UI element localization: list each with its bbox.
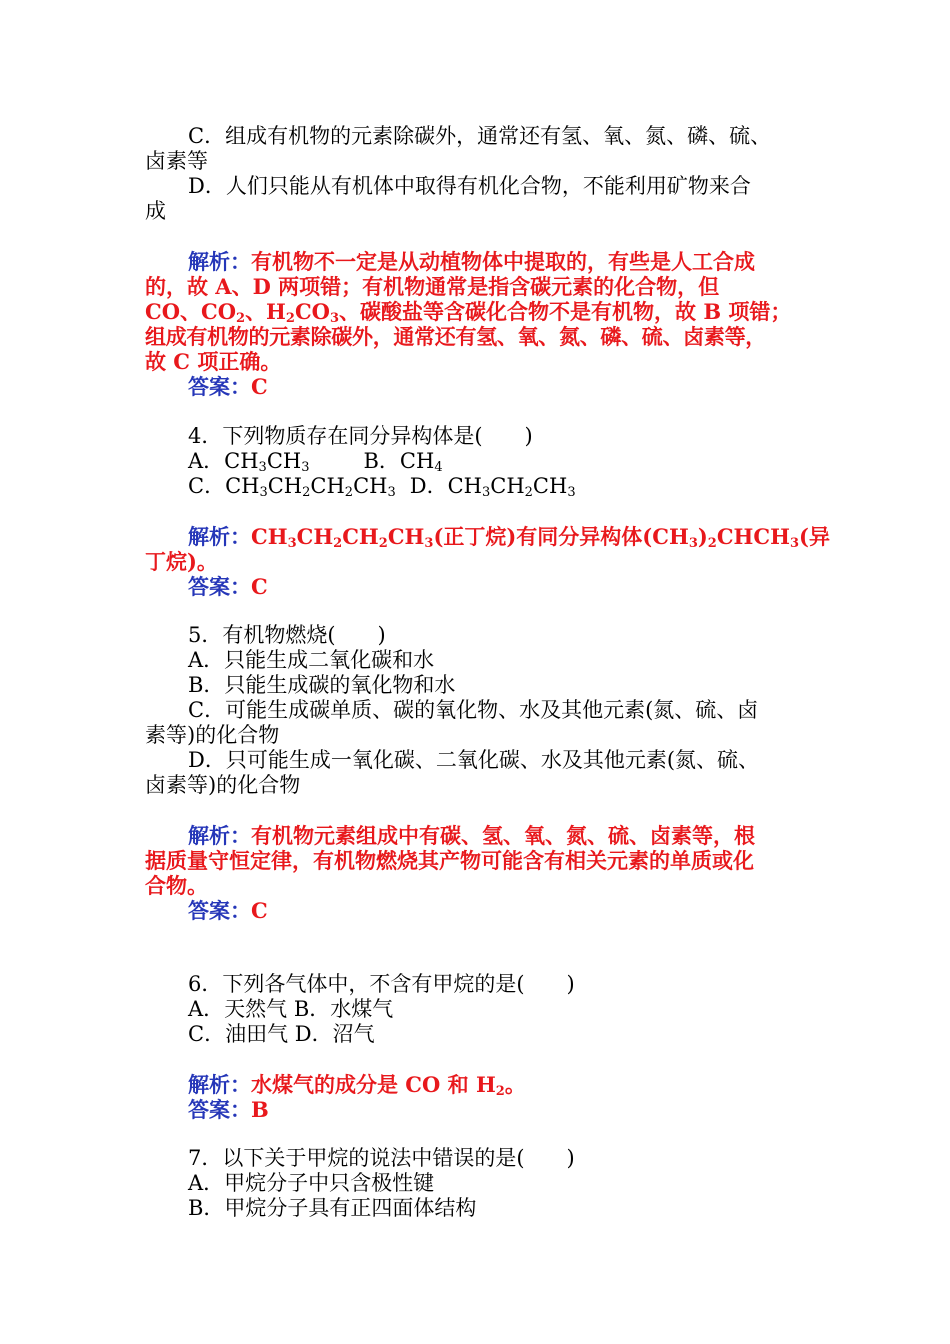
q5-option-d-line1: D．只可能生成一氧化碳、二氧化碳、水及其他元素(氮、硫、 <box>188 748 760 772</box>
q6-options-cd: C．油田气 D．沼气 <box>188 1022 375 1046</box>
q4-stem: 4．下列物质存在同分异构体是( ) <box>188 424 533 448</box>
analysis-label: 解析： <box>188 249 251 274</box>
q3-analysis-line2: 的，故 A、D 两项错；有机物通常是指含碳元素的化合物，但 <box>145 274 720 299</box>
q7-option-b: B．甲烷分子具有正四面体结构 <box>188 1196 477 1220</box>
q4-options-cd: C．$CH_3CH_2CH_2CH_3$ D．$CH_3CH_2CH_3$ <box>188 474 576 500</box>
q3-option-c-line1: C．组成有机物的元素除碳外，通常还有氢、氧、氮、磷、硫、 <box>188 124 772 148</box>
q3-analysis-line5: 故 C 项正确。 <box>145 349 282 374</box>
q3-analysis-line3: CO、$CO_2$、$H_2CO_3$、碳酸盐等含碳化合物不是有机物，故 B 项错； <box>145 299 792 326</box>
q7-option-a: A．甲烷分子中只含极性键 <box>188 1171 435 1195</box>
q5-stem: 5．有机物燃烧( ) <box>188 623 386 647</box>
q5-answer: 答案：C <box>188 898 268 923</box>
q4-options-ab: A．$CH_3CH_3$ B．$CH_4$ <box>188 449 443 475</box>
q4-answer: 答案：C <box>188 574 268 599</box>
q6-analysis: 解析：水煤气的成分是 CO 和 $H_2$。 <box>188 1072 526 1099</box>
q3-option-c-line2: 卤素等 <box>145 149 208 173</box>
q4-analysis-line1: 解析：$CH_3CH_2CH_2CH_3$(正丁烷)有同分异构体$(CH_3)_2CHCH_3$(异 <box>188 524 830 551</box>
analysis-label: 解析： <box>188 524 251 549</box>
analysis-label: 解析： <box>188 1072 251 1097</box>
q6-answer: 答案：B <box>188 1097 269 1122</box>
q6-options-ab: A．天然气 B．水煤气 <box>188 997 394 1021</box>
q3-answer: 答案：C <box>188 374 268 399</box>
q6-stem: 6．下列各气体中，不含有甲烷的是( ) <box>188 972 575 996</box>
q5-analysis-line3: 合物。 <box>145 873 208 898</box>
q5-option-d-line2: 卤素等)的化合物 <box>145 773 301 797</box>
q5-option-a: A．只能生成二氧化碳和水 <box>188 648 435 672</box>
q7-stem: 7．以下关于甲烷的说法中错误的是( ) <box>188 1146 575 1170</box>
q5-analysis-line1: 解析：有机物元素组成中有碳、氢、氧、氮、硫、卤素等，根 <box>188 823 755 848</box>
q5-option-c-line1: C．可能生成碳单质、碳的氧化物、水及其他元素(氮、硫、卤 <box>188 698 759 722</box>
q3-option-d-line1: D．人们只能从有机体中取得有机化合物，不能利用矿物来合 <box>188 174 751 198</box>
q3-analysis-line4: 组成有机物的元素除碳外，通常还有氢、氧、氮、磷、硫、卤素等， <box>145 324 766 349</box>
q5-option-c-line2: 素等)的化合物 <box>145 723 280 747</box>
q4-analysis-line2: 丁烷)。 <box>145 549 218 574</box>
q5-analysis-line2: 据质量守恒定律，有机物燃烧其产物可能含有相关元素的单质或化 <box>145 848 754 873</box>
analysis-label: 解析： <box>188 823 251 848</box>
q3-analysis-line1: 解析：有机物不一定是从动植物体中提取的，有些是人工合成 <box>188 249 755 274</box>
q5-option-b: B．只能生成碳的氧化物和水 <box>188 673 456 697</box>
q3-option-d-line2: 成 <box>145 199 166 223</box>
